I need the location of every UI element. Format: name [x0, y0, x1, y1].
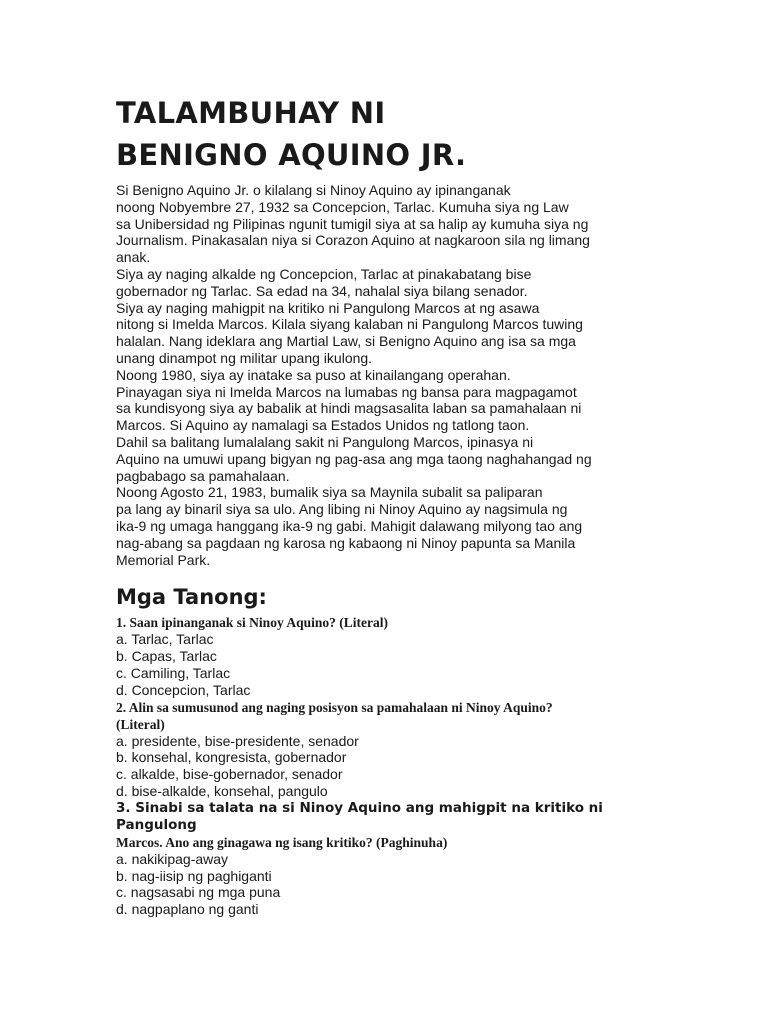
- answer-option: b. Capas, Tarlac: [116, 648, 217, 665]
- question-1: [116, 614, 646, 698]
- biography-line: Noong 1980, siya ay inatake sa puso at kinailangang operahan.: [116, 366, 511, 383]
- biography-line: nag-abang sa pagdaan ng karosa ng kabaong ni Ninoy papunta sa Manila: [116, 534, 576, 551]
- answer-option: b. nag-iisip ng paghiganti: [116, 867, 272, 884]
- question-prompt: Marcos. Ano ang ginagawa ng isang kritiko? (Paghinuha): [116, 834, 448, 850]
- biography-line: halalan. Nang ideklara ang Martial Law, si Benigno Aquino ang isa sa mga: [116, 333, 576, 350]
- question-prompt: 3. Sinabi sa talata na si Ninoy Aquino ang mahigpit na kritiko ni: [116, 799, 603, 816]
- biography-line: Pinayagan siya ni Imelda Marcos na lumabas ng bansa para magpagamot: [116, 383, 577, 400]
- answer-option: a. nakikipag-away: [116, 850, 229, 867]
- biography-line: Aquino na umuwi upang bigyan ng pag-asa ang mga taong naghahangad ng: [116, 450, 592, 467]
- answer-option: a. presidente, bise-presidente, senador: [116, 732, 359, 749]
- question-2: [116, 699, 646, 800]
- biography-line: pagbabago sa pamahalaan.: [116, 467, 290, 484]
- question-prompt: 2. Alin sa sumusunod ang naging posisyon sa pamahalaan ni Ninoy Aquino?: [116, 699, 553, 715]
- answer-option: d. bise-alkalde, konsehal, pangulo: [116, 782, 328, 799]
- biography-line: Siya ay naging alkalde ng Concepcion, Tarlac at pinakabatang bise: [116, 265, 532, 282]
- biography-line: Marcos. Si Aquino ay namalagi sa Estados Unidos ng tatlong taon.: [116, 417, 530, 434]
- biography-line: Siya ay naging mahigpit na kritiko ni Pangulong Marcos at ng asawa: [116, 299, 540, 316]
- question-prompt: (Literal): [116, 716, 165, 732]
- biography-line: sa Unibersidad ng Pilipinas ngunit tumigil siya at sa halip ay kumuha siya ng: [116, 215, 589, 232]
- answer-option: c. nagsasabi ng mga puna: [116, 884, 281, 901]
- document-title-line-1: TALAMBUHAY NI: [116, 96, 386, 130]
- answer-option: c. Camiling, Tarlac: [116, 664, 231, 681]
- biography-line: gobernador ng Tarlac. Sa edad na 34, nahalal siya bilang senador.: [116, 282, 528, 299]
- biography-text: [116, 182, 646, 568]
- document-content: [116, 92, 646, 918]
- answer-option: b. konsehal, kongresista, gobernador: [116, 749, 347, 766]
- answer-option: d. Concepcion, Tarlac: [116, 681, 251, 698]
- answer-option: a. Tarlac, Tarlac: [116, 631, 214, 648]
- biography-line: ika-9 ng umaga hanggang ika-9 ng gabi. Mahigit dalawang milyong tao ang: [116, 517, 583, 534]
- biography-line: anak.: [116, 249, 151, 266]
- biography-line: unang dinampot ng militar upang ikulong.: [116, 349, 373, 366]
- biography-line: Si Benigno Aquino Jr. o kilalang si Ninoy Aquino ay ipinanganak: [116, 182, 511, 198]
- biography-line: Memorial Park.: [116, 551, 211, 568]
- biography-line: Noong Agosto 21, 1983, bumalik siya sa Maynila subalit sa paliparan: [116, 484, 543, 501]
- biography-line: noong Nobyembre 27, 1932 sa Concepcion, Tarlac. Kumuha siya ng Law: [116, 198, 569, 215]
- answer-option: d. nagpaplano ng ganti: [116, 901, 259, 918]
- biography-line: Dahil sa balitang lumalalang sakit ni Pangulong Marcos, ipinasya ni: [116, 433, 534, 450]
- biography-line: pa lang ay binaril siya sa ulo. Ang libing ni Ninoy Aquino ay nagsimula ng: [116, 501, 568, 518]
- biography-line: nitong si Imelda Marcos. Kilala siyang kalaban ni Pangulong Marcos tuwing: [116, 316, 583, 333]
- answer-option: c. alkalde, bise-gobernador, senador: [116, 766, 343, 783]
- document-title-line-2: BENIGNO AQUINO JR.: [116, 138, 467, 172]
- question-prompt: Pangulong: [116, 816, 197, 833]
- question-prompt: 1. Saan ipinanganak si Ninoy Aquino? (Literal): [116, 615, 388, 631]
- question-3: [116, 800, 646, 918]
- biography-line: sa kundisyong siya ay babalik at hindi magsasalita laban sa pamahalaan ni: [116, 400, 582, 417]
- biography-line: Journalism. Pinakasalan niya si Corazon Aquino at nagkaroon sila ng limang: [116, 232, 590, 249]
- questions-heading: Mga Tanong:: [116, 585, 267, 610]
